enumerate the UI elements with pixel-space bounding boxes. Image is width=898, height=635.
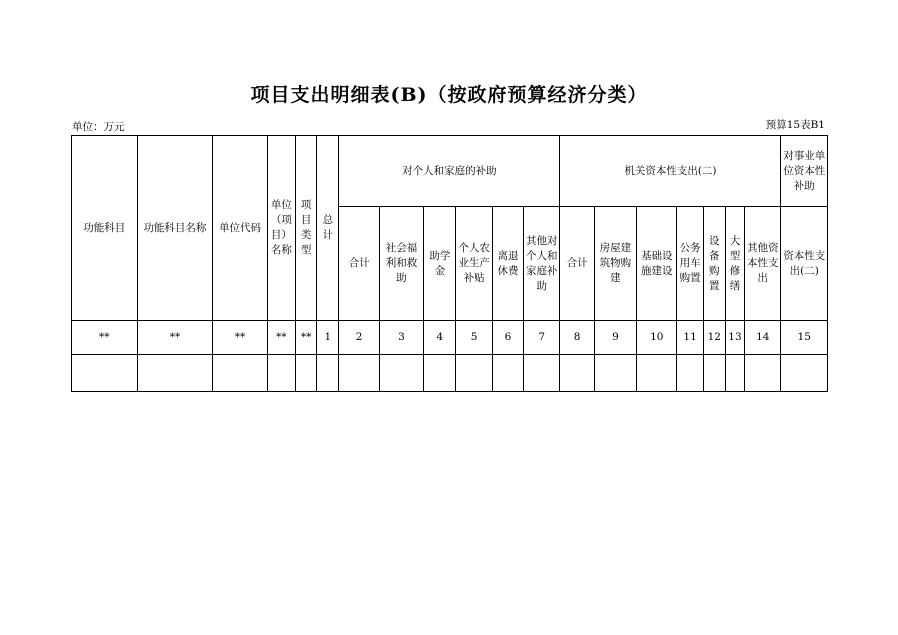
- empty-cell: [424, 355, 456, 392]
- table-row: [72, 321, 828, 355]
- expenditure-table: [71, 135, 828, 392]
- unit-label: 单位：万元: [72, 121, 125, 133]
- empty-cell: [637, 355, 677, 392]
- header-p-welfare: 社会福利和救助: [379, 207, 423, 321]
- header-c-vehicle: 公务用车购置: [677, 207, 703, 321]
- empty-cell: [456, 355, 492, 392]
- header-p-retire: 离退休费: [492, 207, 523, 321]
- empty-cell: [725, 355, 744, 392]
- cell-unit-code: **: [213, 321, 268, 355]
- cell-index-9: 9: [594, 321, 636, 355]
- cell-index-7: 7: [524, 321, 560, 355]
- header-s-capital: 资本性支出(二): [781, 207, 828, 321]
- header-c-total: 合计: [560, 207, 594, 321]
- empty-cell: [339, 355, 379, 392]
- header-p-agri: 个人农业生产补贴: [456, 207, 492, 321]
- header-func-subject: 功能科目: [72, 136, 138, 321]
- header-group-public: 对事业单位资本性补助: [781, 136, 828, 207]
- cell-index-6: 6: [492, 321, 523, 355]
- header-p-grant: 助学金: [424, 207, 456, 321]
- empty-cell: [296, 355, 317, 392]
- empty-cell: [781, 355, 828, 392]
- cell-index-4: 4: [424, 321, 456, 355]
- cell-index-3: 3: [379, 321, 423, 355]
- cell-func-subject: **: [72, 321, 138, 355]
- cell-index-8: 8: [560, 321, 594, 355]
- header-c-other: 其他资本性支出: [745, 207, 781, 321]
- cell-index-10: 10: [637, 321, 677, 355]
- empty-cell: [72, 355, 138, 392]
- cell-index-1: 1: [317, 321, 339, 355]
- empty-cell: [677, 355, 703, 392]
- header-unit-name: 单位（项目）名称: [267, 136, 295, 321]
- cell-index-5: 5: [456, 321, 492, 355]
- empty-cell: [745, 355, 781, 392]
- empty-cell: [379, 355, 423, 392]
- header-unit-code: 单位代码: [213, 136, 268, 321]
- table-number: 预算15表B1: [765, 119, 825, 131]
- header-total: 总计: [317, 136, 339, 321]
- header-group-personal: 对个人和家庭的补助: [339, 136, 560, 207]
- cell-project-type: **: [296, 321, 317, 355]
- header-c-repair: 大型修缮: [725, 207, 744, 321]
- cell-index-15: 15: [781, 321, 828, 355]
- table-row-empty: [72, 355, 828, 392]
- empty-cell: [492, 355, 523, 392]
- empty-cell: [137, 355, 213, 392]
- header-p-total: 合计: [339, 207, 379, 321]
- cell-func-subject-name: **: [137, 321, 213, 355]
- cell-index-11: 11: [677, 321, 703, 355]
- empty-cell: [560, 355, 594, 392]
- header-c-building: 房屋建筑物购建: [594, 207, 636, 321]
- header-c-equip: 设备购置: [703, 207, 725, 321]
- empty-cell: [317, 355, 339, 392]
- page-title: 项目支出明细表(B)（按政府预算经济分类）: [250, 84, 648, 106]
- header-group-capital: 机关资本性支出(二): [560, 136, 781, 207]
- cell-index-13: 13: [725, 321, 744, 355]
- cell-unit-name: **: [267, 321, 295, 355]
- cell-index-2: 2: [339, 321, 379, 355]
- header-p-other: 其他对个人和家庭补助: [524, 207, 560, 321]
- empty-cell: [703, 355, 725, 392]
- header-project-type: 项目类型: [296, 136, 317, 321]
- empty-cell: [267, 355, 295, 392]
- cell-index-12: 12: [703, 321, 725, 355]
- header-func-subject-name: 功能科目名称: [137, 136, 213, 321]
- cell-index-14: 14: [745, 321, 781, 355]
- empty-cell: [524, 355, 560, 392]
- empty-cell: [213, 355, 268, 392]
- header-c-infra: 基础设施建设: [637, 207, 677, 321]
- empty-cell: [594, 355, 636, 392]
